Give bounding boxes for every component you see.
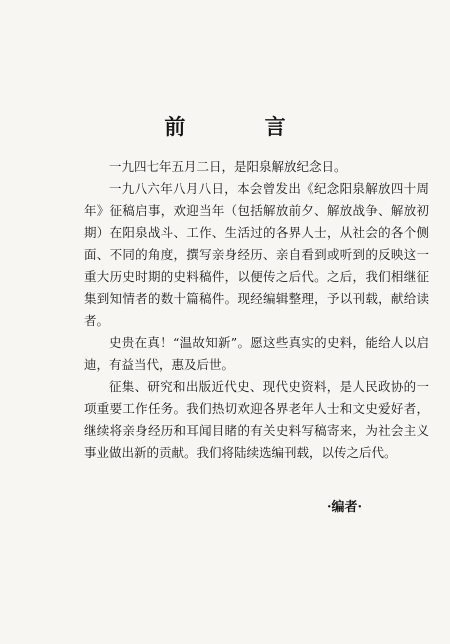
paragraph-4: 征集、研究和出版近代史、现代史资料，是人民政协的一项重要工作任务。我们热切欢迎各界老年人士和文史爱好者，继续将亲身经历和耳闻目睹的有关史料写稿寄来，为社会主义事业做出新的贡献。我们将陆续选编刊载，以传之后代。 — [84, 379, 429, 460]
page-title: 前 言 — [164, 114, 322, 139]
paragraph-2: 一九八六年八月八日，本会曾发出《纪念阳泉解放四十周年》征稿启事，欢迎当年（包括解放前夕、解放战争、解放初期）在阳泉战斗、工作、生活过的各界人士，从社会的各个侧面、不同的角度，撰写亲身经历、亲自看到或听到的反映这一重大历史时期的史料稿件，以便传之后代。之后，我们相继征集到知情者的数十篇稿件。现经编辑整理，予以刊载，献给读者。 — [84, 181, 429, 328]
preface-body — [84, 156, 429, 464]
paragraph-1: 一九四七年五月二日，是阳泉解放纪念日。 — [109, 159, 347, 174]
paragraph-3: 史贵在真！“温故知新”。愿这些真实的史料，能给人以启迪，有益当代，惠及后世。 — [84, 335, 429, 372]
editor-signature: ·编者· — [326, 500, 362, 515]
